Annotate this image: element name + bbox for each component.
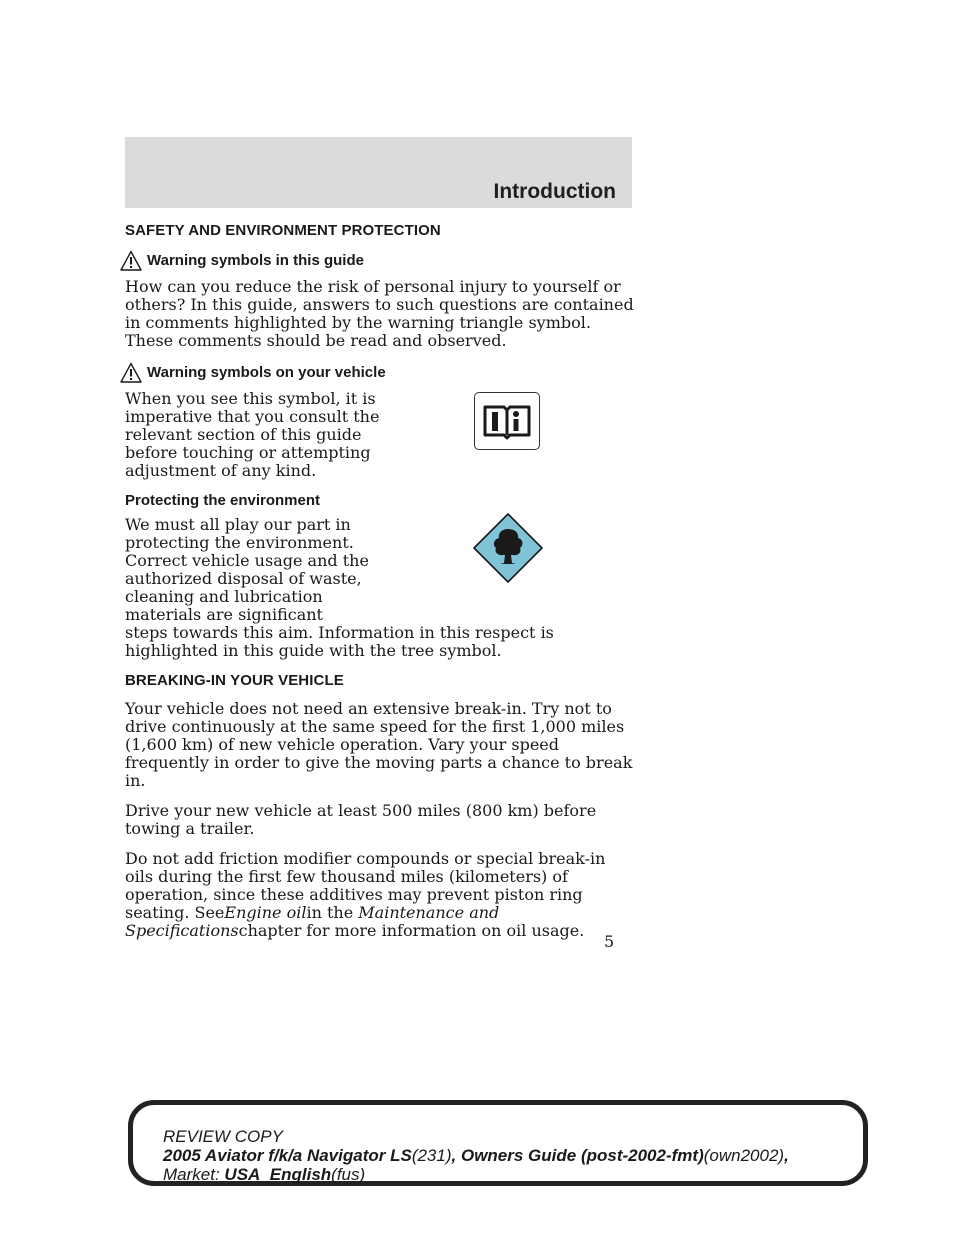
footer-model-code: (231): [411, 1146, 452, 1165]
warning-vehicle-heading: [120, 362, 635, 384]
chapter-header-band: [125, 137, 632, 208]
environment-text-a: We must all play our part in protecting the environment. Correct vehicle usage and the authorized disposal of waste, cleaning and lubrication materials are significant: [125, 515, 369, 624]
tree-symbol-icon: [471, 511, 545, 585]
environment-text-b: steps towards this aim. Information in this respect is highlighted in this guide with the tree symbol.: [125, 623, 554, 660]
engine-oil-reference: Engine oil: [224, 903, 307, 922]
page-number: 5: [604, 932, 615, 951]
warning-vehicle-text: When you see this symbol, it is imperative that you consult the relevant section of this guide before touching or attempting adjustment of any kind.: [125, 389, 380, 480]
footer-market-code: (fus): [331, 1165, 366, 1184]
breakin-paragraph-1: Your vehicle does not need an extensive break-in. Try not to drive continuously at the same speed for the first 1,000 miles (1,600 km) of new vehicle operation. Vary your speed frequently in order to give the moving parts a chance to break in.: [125, 699, 633, 790]
section-heading-breakin: BREAKING-IN YOUR VEHICLE: [125, 672, 344, 689]
breakin-p3-text-a: Do not add friction modifier compounds or special break-in oils during the first few thousand miles (kilometers) of operation, since these additives may prevent piston ring seating. See: [125, 849, 606, 922]
warning-vehicle-title: Warning symbols on your vehicle: [147, 364, 386, 381]
owners-manual-icon: [474, 392, 540, 450]
warning-guide-title: Warning symbols in this guide: [147, 252, 364, 269]
footer-model-line: [163, 1146, 789, 1165]
breakin-paragraph-3: [125, 850, 635, 940]
footer-comma: ,: [784, 1146, 789, 1165]
warning-guide-text: How can you reduce the risk of personal injury to yourself or others? In this guide, answers to such questions are contained in comments highlighted by the warning triangle symbol. These comments should be read and observed.: [125, 277, 634, 350]
footer-market-label: Market:: [163, 1165, 220, 1184]
breakin-p3-text-c: chapter for more information on oil usage.: [238, 921, 585, 940]
review-copy-label: REVIEW COPY: [163, 1127, 283, 1146]
environment-title: Protecting the environment: [125, 492, 321, 509]
breakin-p3-text-b: in the: [306, 903, 354, 922]
chapter-title: Introduction: [493, 180, 616, 203]
footer-comma: ,: [451, 1146, 457, 1165]
maintenance-chapter-reference: Maintenance and Specifications: [125, 903, 500, 940]
review-footer-text: [163, 1127, 789, 1184]
footer-guide: Owners Guide (post-2002-fmt): [460, 1146, 704, 1165]
warning-vehicle-block: [125, 390, 635, 492]
section-heading-safety: SAFETY AND ENVIRONMENT PROTECTION: [125, 222, 441, 239]
footer-model: 2005 Aviator f/k/a Navigator LS: [163, 1146, 412, 1165]
warning-triangle-icon: [120, 250, 142, 272]
warning-guide-heading: [120, 250, 635, 272]
warning-triangle-icon: [120, 362, 142, 384]
environment-block: [125, 516, 635, 624]
footer-guide-code: (own2002): [703, 1146, 785, 1165]
footer-market: USA_English: [224, 1165, 332, 1184]
page-content: [125, 222, 635, 952]
footer-market-line: [163, 1165, 789, 1184]
breakin-paragraph-2: Drive your new vehicle at least 500 miles (800 km) before towing a trailer.: [125, 801, 597, 838]
